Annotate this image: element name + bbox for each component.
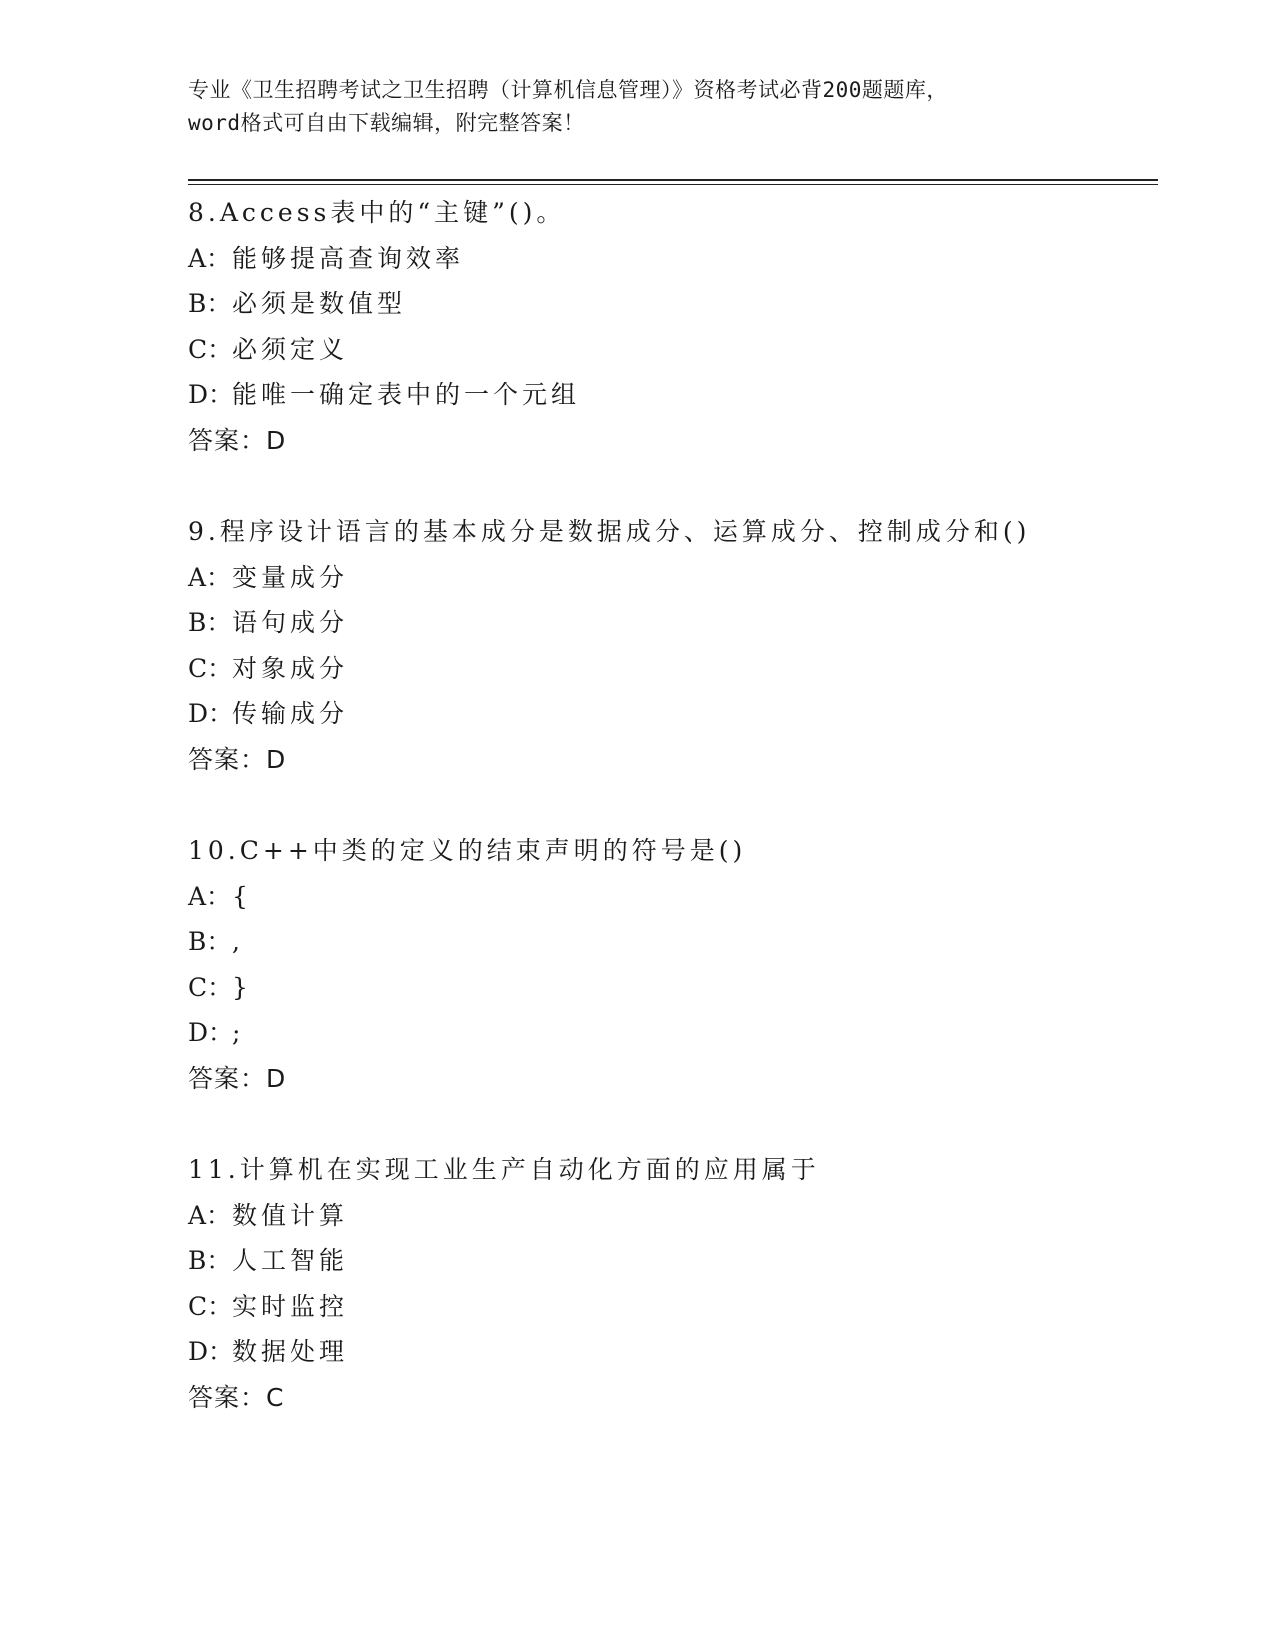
option-text: 必须是数值型 <box>232 289 407 318</box>
option-text: 传输成分 <box>232 699 349 728</box>
question-stem: 8.Access表中的“主键”()。 <box>188 198 566 227</box>
option-key: B： <box>188 608 232 637</box>
header-line-1: 专业《卫生招聘考试之卫生招聘（计算机信息管理）》资格考试必背200题题库， <box>188 78 948 102</box>
question-item <box>188 1147 1148 1420</box>
option-key: B： <box>188 289 232 318</box>
option-text: 数据处理 <box>232 1337 349 1366</box>
option-c <box>188 965 1148 1011</box>
option-c <box>188 327 1148 373</box>
option-d <box>188 1329 1148 1375</box>
answer-line: 答案：D <box>188 744 287 774</box>
option-key: B： <box>188 927 232 956</box>
option-d <box>188 372 1148 418</box>
option-text: 能够提高查询效率 <box>232 243 465 273</box>
option-a <box>188 236 1148 282</box>
option-text: 数值计算 <box>232 1200 349 1230</box>
option-c <box>188 1284 1148 1330</box>
option-b <box>188 919 1148 965</box>
option-key: A： <box>188 1200 232 1230</box>
question-stem: 10.C++中类的定义的结束声明的符号是() <box>188 836 747 865</box>
option-text: { <box>232 881 252 911</box>
answer-line: 答案：D <box>188 425 287 455</box>
question-stem: 9.程序设计语言的基本成分是数据成分、运算成分、控制成分和() <box>188 517 1031 546</box>
option-text: } <box>232 972 252 1002</box>
option-b <box>188 600 1148 646</box>
option-a <box>188 1193 1148 1239</box>
option-text: 人工智能 <box>232 1246 349 1275</box>
option-key: C： <box>188 334 233 364</box>
option-text: 实时监控 <box>232 1291 349 1321</box>
option-key: B： <box>188 1246 232 1275</box>
option-a <box>188 555 1148 601</box>
option-b <box>188 281 1148 327</box>
option-text: 必须定义 <box>232 334 349 364</box>
option-d <box>188 1010 1148 1056</box>
header-divider <box>188 179 1158 185</box>
header-line-2: word格式可自由下载编辑，附完整答案！ <box>188 111 585 135</box>
question-item <box>188 509 1148 782</box>
option-text: 对象成分 <box>232 653 349 683</box>
option-key: D： <box>188 380 234 409</box>
option-text: ; <box>232 1018 245 1047</box>
option-key: A： <box>188 243 232 273</box>
option-key: C： <box>188 1291 233 1321</box>
option-a <box>188 874 1148 920</box>
answer-line: 答案：D <box>188 1063 287 1093</box>
option-key: D： <box>188 1337 234 1366</box>
option-key: A： <box>188 881 232 911</box>
option-text: 能唯一确定表中的一个元组 <box>232 380 581 409</box>
question-list <box>188 190 1148 1466</box>
option-d <box>188 691 1148 737</box>
option-text: 变量成分 <box>232 562 349 592</box>
document-header <box>188 74 1088 140</box>
option-text: , <box>232 927 244 956</box>
option-key: C： <box>188 972 233 1002</box>
divider-thin-line <box>188 184 1158 185</box>
option-text: 语句成分 <box>232 608 349 637</box>
option-c <box>188 646 1148 692</box>
answer-line: 答案：C <box>188 1382 285 1412</box>
question-item <box>188 190 1148 463</box>
option-key: D： <box>188 699 234 728</box>
question-stem: 11.计算机在实现工业生产自动化方面的应用属于 <box>188 1155 820 1184</box>
option-b <box>188 1238 1148 1284</box>
option-key: C： <box>188 653 233 683</box>
option-key: D： <box>188 1018 234 1047</box>
question-item <box>188 828 1148 1101</box>
option-key: A： <box>188 562 232 592</box>
divider-thick-line <box>188 179 1158 181</box>
